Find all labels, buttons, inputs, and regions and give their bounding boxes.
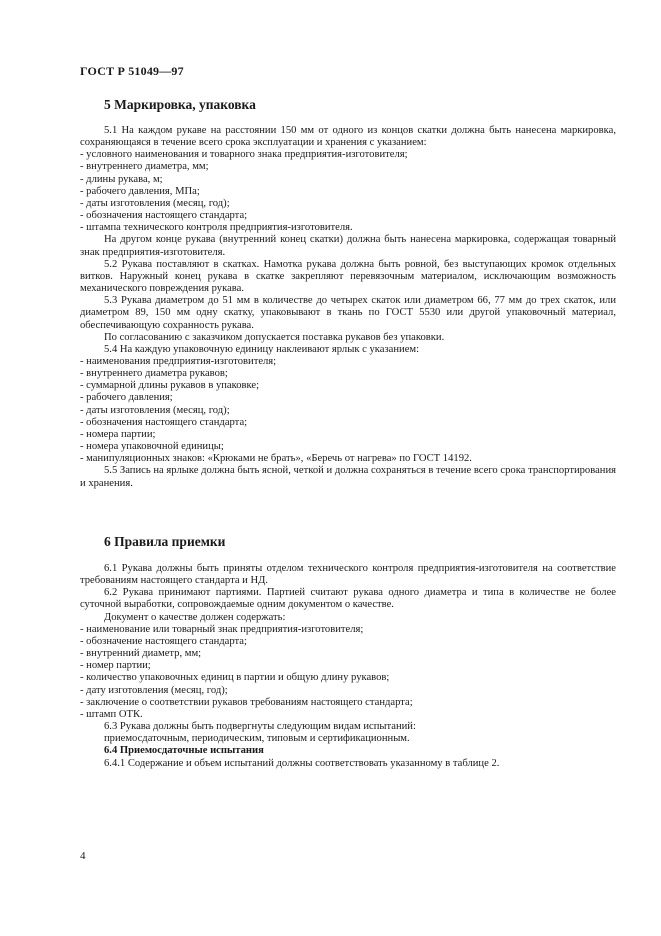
document-code: ГОСТ Р 51049—97	[80, 64, 184, 78]
list-item: - внутренний диаметр, мм;	[80, 648, 202, 660]
list-item: - даты изготовления (месяц, год);	[80, 197, 230, 209]
list-item: - наименование или товарный знак предприятия-изготовителя;	[80, 623, 364, 635]
paragraph: 6.2 Рукава принимают партиями. Партией считают рукава одного диаметра и типа в количестве не более суточной выработки, сопровождаемые одним документом о качестве.	[80, 587, 616, 611]
section-heading: 6 Правила приемки	[104, 534, 226, 549]
list-item: - штамп ОТК.	[80, 708, 143, 720]
list-item: - длины рукава, м;	[80, 173, 163, 185]
paragraph: На другом конце рукава (внутренний конец скатки) должна быть нанесена маркировка, содержащая товарный знак предприятия-изготовителя.	[80, 234, 616, 258]
paragraph: 6.3 Рукава должны быть подвергнуты следующим видам испытаний:	[104, 721, 416, 733]
list-item: - внутреннего диаметра рукавов;	[80, 368, 228, 380]
list-item: - суммарной длины рукавов в упаковке;	[80, 380, 260, 392]
list-item: - условного наименования и товарного знака предприятия-изготовителя;	[80, 149, 408, 161]
paragraph: 5.3 Рукава диаметром до 51 мм в количестве до четырех скаток или диаметром 66, 77 мм до трех скаток, или диаметром 89, 150 мм одну скатку, упаковывают в ткань по ГОСТ 5530 или другой упаковочный материал, обеспечивающую сохранность рукава.	[80, 295, 616, 331]
list-item: - даты изготовления (месяц, год);	[80, 404, 230, 416]
paragraph: 6.4 Приемосдаточные испытания	[104, 745, 264, 757]
paragraph: 5.1 На каждом рукаве на расстоянии 150 мм от одного из концов скатки должна быть нанесена маркировка, сохраняющаяся в течение всего срока эксплуатации и хранения с указанием:	[80, 125, 616, 149]
list-item: - манипуляционных знаков: «Крюками не брать», «Беречь от нагрева» по ГОСТ 14192.	[80, 453, 472, 465]
list-item: - наименования предприятия-изготовителя;	[80, 355, 277, 367]
list-item: - обозначения настоящего стандарта;	[80, 416, 248, 428]
list-item: - внутреннего диаметра, мм;	[80, 161, 209, 173]
paragraph: Документ о качестве должен содержать:	[104, 611, 286, 623]
list-item: - дату изготовления (месяц, год);	[80, 684, 228, 696]
list-item: - рабочего давления, МПа;	[80, 185, 200, 197]
list-item: - штампа технического контроля предприятия-изготовителя.	[80, 222, 353, 234]
section-5-body	[80, 125, 616, 490]
list-item: - номера партии;	[80, 428, 156, 440]
section-5	[80, 96, 616, 490]
paragraph: 5.2 Рукава поставляют в скатках. Намотка рукава должна быть ровной, без выступающих кромок отдельных витков. Наружный конец рукава в скатке закрепляют перевязочным материалом, исключающим возможность механического повреждения рукава.	[80, 258, 616, 295]
paragraph: 5.4 На каждую упаковочную единицу наклеивают ярлык с указанием:	[104, 343, 420, 355]
paragraph: 6.4.1 Содержание и объем испытаний должны соответствовать указанному в таблице 2.	[104, 757, 500, 769]
paragraph: По согласованию с заказчиком допускается поставка рукавов без упаковки.	[104, 331, 445, 343]
list-item: - обозначения настоящего стандарта;	[80, 210, 248, 222]
section-heading: 5 Маркировка, упаковка	[104, 97, 256, 112]
list-item: - количество упаковочных единиц в партии и общую длину рукавов;	[80, 672, 390, 684]
page-number: 4	[80, 850, 86, 862]
list-item: - номер партии;	[80, 660, 151, 672]
list-item: - обозначение настоящего стандарта;	[80, 635, 247, 647]
paragraph: 6.1 Рукава должны быть приняты отделом технического контроля предприятия-изготовителя на соответствие требованиям настоящего стандарта и НД.	[80, 563, 616, 587]
section-6	[80, 533, 616, 770]
list-item: - номера упаковочной единицы;	[80, 441, 224, 453]
list-item: - рабочего давления;	[80, 392, 173, 404]
section-6-body	[80, 563, 616, 770]
paragraph: 5.5 Запись на ярлыке должна быть ясной, четкой и должна сохраняться в течение всего срока транспортирования и хранения.	[80, 465, 616, 489]
paragraph: приемосдаточным, периодическим, типовым и сертификационным.	[104, 733, 410, 745]
list-item: - заключение о соответствии рукавов требованиям настоящего стандарта;	[80, 696, 413, 708]
